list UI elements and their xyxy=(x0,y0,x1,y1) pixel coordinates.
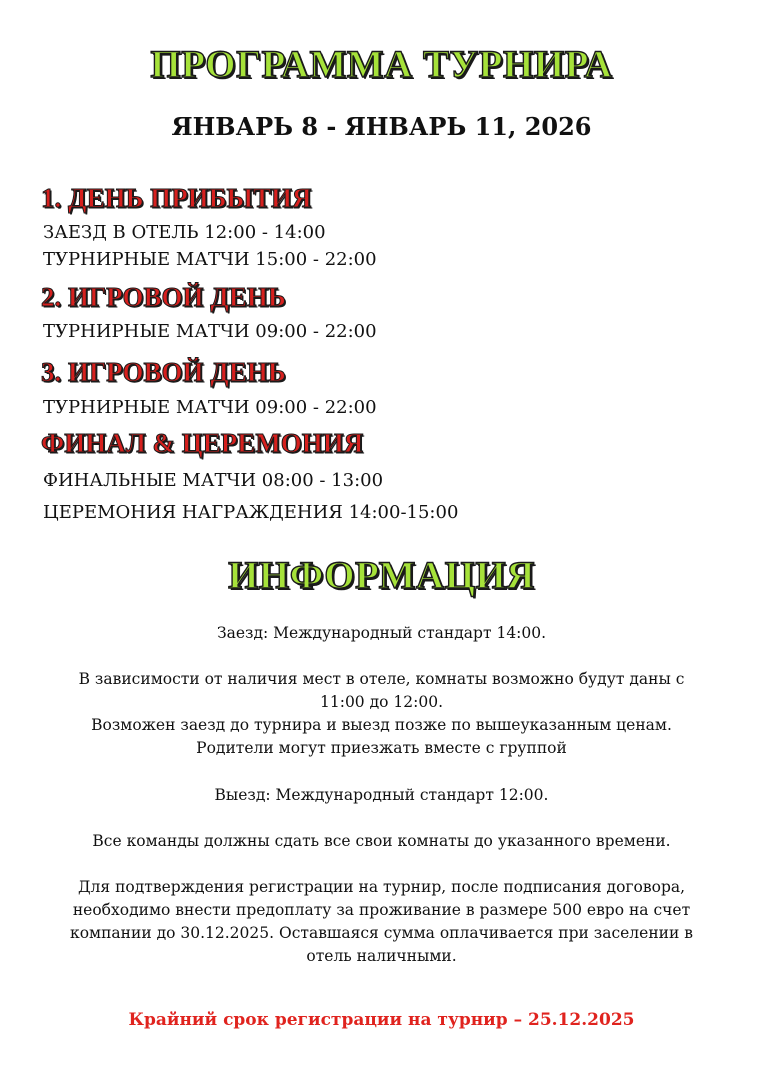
day-1-line-2: ТУРНИРНЫЕ МАТЧИ 15:00 - 22:00 xyxy=(43,249,377,270)
info-title: ИНФОРМАЦИЯ xyxy=(228,554,535,597)
availability-line: Возможен заезд до турнира и выезд позже по вышеуказанным ценам. xyxy=(91,716,672,734)
checkout-info: Выезд: Международный стандарт 12:00. xyxy=(214,786,549,804)
payment-line: Для подтверждения регистрации на турнир, после подписания договора, xyxy=(77,878,686,896)
day-2-heading: 2. ИГРОВОЙ ДЕНЬ xyxy=(41,282,286,312)
availability-line: 11:00 до 12:00. xyxy=(320,693,443,711)
availability-line: В зависимости от наличия мест в отеле, комнаты возможно будут даны с xyxy=(78,670,685,688)
day-1-line-1: ЗАЕЗД В ОТЕЛЬ 12:00 - 14:00 xyxy=(43,222,326,243)
registration-deadline: Крайний срок регистрации на турнир – 25.12.2025 xyxy=(128,1010,635,1030)
page-title: ПРОГРАММА ТУРНИРА xyxy=(150,43,613,86)
day-2-line-1: ТУРНИРНЫЕ МАТЧИ 09:00 - 22:00 xyxy=(43,321,377,342)
day-1-heading: 1. ДЕНЬ ПРИБЫТИЯ xyxy=(41,183,312,213)
day-3-line-1: ТУРНИРНЫЕ МАТЧИ 09:00 - 22:00 xyxy=(43,397,377,418)
checkin-info: Заезд: Международный стандарт 14:00. xyxy=(216,624,547,642)
tournament-dates: ЯНВАРЬ 8 - ЯНВАРЬ 11, 2026 xyxy=(171,112,592,141)
day-3-heading: 3. ИГРОВОЙ ДЕНЬ xyxy=(41,357,286,387)
availability-line: Родители могут приезжать вместе с группой xyxy=(196,739,567,757)
payment-info xyxy=(30,876,733,968)
rooms-info: Все команды должны сдать все свои комнаты до указанного времени. xyxy=(92,832,671,850)
payment-line: необходимо внести предоплату за проживание в размере 500 евро на счет xyxy=(72,901,691,919)
final-line-1: ФИНАЛЬНЫЕ МАТЧИ 08:00 - 13:00 xyxy=(43,470,384,491)
final-heading: ФИНАЛ & ЦЕРЕМОНИЯ xyxy=(41,428,364,458)
payment-line: компании до 30.12.2025. Оставшаяся сумма оплачивается при заселении в xyxy=(70,924,693,942)
availability-info xyxy=(30,668,733,760)
payment-line: отель наличными. xyxy=(306,947,457,965)
final-line-2: ЦЕРЕМОНИЯ НАГРАЖДЕНИЯ 14:00-15:00 xyxy=(43,502,459,523)
